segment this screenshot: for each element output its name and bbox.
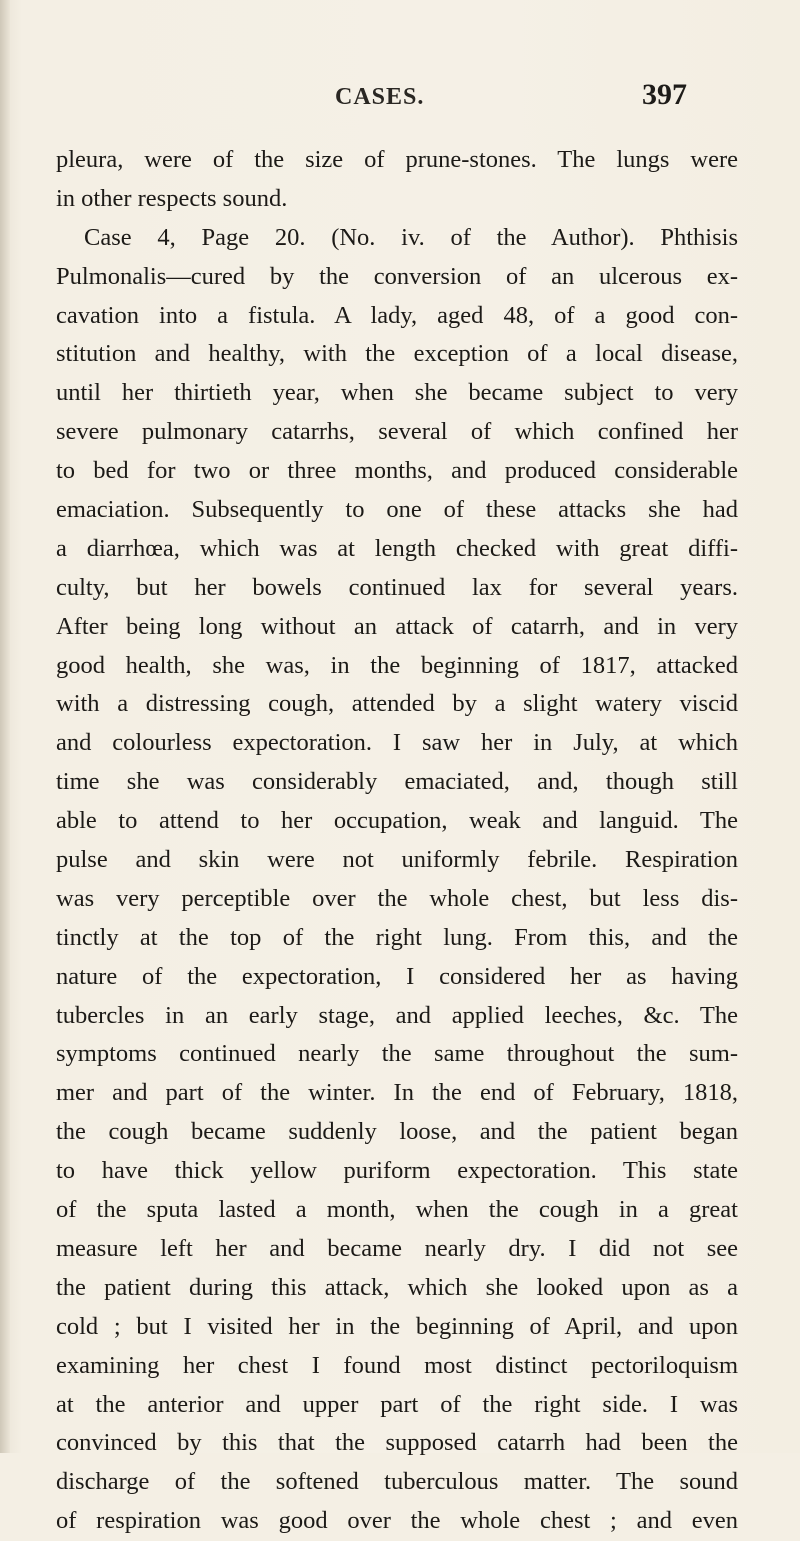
text-line: and colourless expectoration. I saw her in July, at which [56, 729, 738, 757]
text-line: good health, she was, in the beginning of 1817, attacked [56, 651, 738, 679]
page-gutter [0, 0, 10, 1453]
text-line: cold ; but I visited her in the beginning of April, and upon [56, 1312, 738, 1340]
text-line: measure left her and became nearly dry. I did not see [56, 1234, 738, 1262]
text-line: emaciation. Subsequently to one of these attacks she had [56, 496, 738, 524]
text-line: with a distressing cough, attended by a slight watery viscid [56, 690, 738, 718]
text-line: until her thirtieth year, when she became subject to very [56, 379, 738, 407]
text-line: Pulmonalis—cured by the conversion of an ulcerous ex- [56, 262, 738, 290]
text-line: pulse and skin were not uniformly febrile. Respiration [56, 846, 738, 874]
text-line: able to attend to her occupation, weak and languid. The [56, 807, 738, 835]
text-line: was very perceptible over the whole chest, but less dis- [56, 884, 738, 912]
text-line: at the anterior and upper part of the right side. I was [56, 1390, 738, 1418]
text-line: the patient during this attack, which she looked upon as a [56, 1273, 738, 1301]
text-line: mer and part of the winter. In the end of February, 1818, [56, 1079, 738, 1107]
text-line: pleura, were of the size of prune-stones. The lungs were [56, 146, 738, 173]
text-line: to bed for two or three months, and produced considerable [56, 457, 738, 485]
text-line: discharge of the softened tuberculous matter. The sound [56, 1468, 738, 1496]
text-line: After being long without an attack of catarrh, and in very [56, 612, 738, 640]
page-number: 397 [642, 78, 687, 111]
text-line: stitution and healthy, with the exception of a local disease, [56, 340, 738, 368]
text-line: culty, but her bowels continued lax for several years. [56, 573, 738, 601]
text-line: of respiration was good over the whole chest ; and even [56, 1507, 738, 1535]
text-line: a diarrhœa, which was at length checked with great diffi- [56, 534, 738, 562]
text-line: convinced by this that the supposed catarrh had been the [56, 1429, 738, 1457]
page-header [0, 78, 800, 124]
text-line: tinctly at the top of the right lung. From this, and the [56, 923, 738, 951]
text-line: nature of the expectoration, I considered her as having [56, 962, 738, 990]
text-line: tubercles in an early stage, and applied leeches, &c. The [56, 1001, 738, 1029]
text-line: time she was considerably emaciated, and, though still [56, 768, 738, 796]
text-line: to have thick yellow puriform expectoration. This state [56, 1157, 738, 1185]
text-line: examining her chest I found most distinct pectoriloquism [56, 1351, 738, 1379]
body-text [56, 141, 738, 1541]
text-line: of the sputa lasted a month, when the cough in a great [56, 1196, 738, 1224]
running-head: CASES. [335, 84, 425, 110]
text-line: the cough became suddenly loose, and the patient began [56, 1118, 738, 1146]
text-line: cavation into a fistula. A lady, aged 48, of a good con- [56, 301, 738, 329]
text-line: symptoms continued nearly the same throughout the sum- [56, 1040, 738, 1068]
text-line: in other respects sound. [56, 184, 288, 212]
text-line: severe pulmonary catarrhs, several of which confined her [56, 418, 738, 446]
text-line: Case 4, Page 20. (No. iv. of the Author). Phthisis [84, 223, 738, 251]
